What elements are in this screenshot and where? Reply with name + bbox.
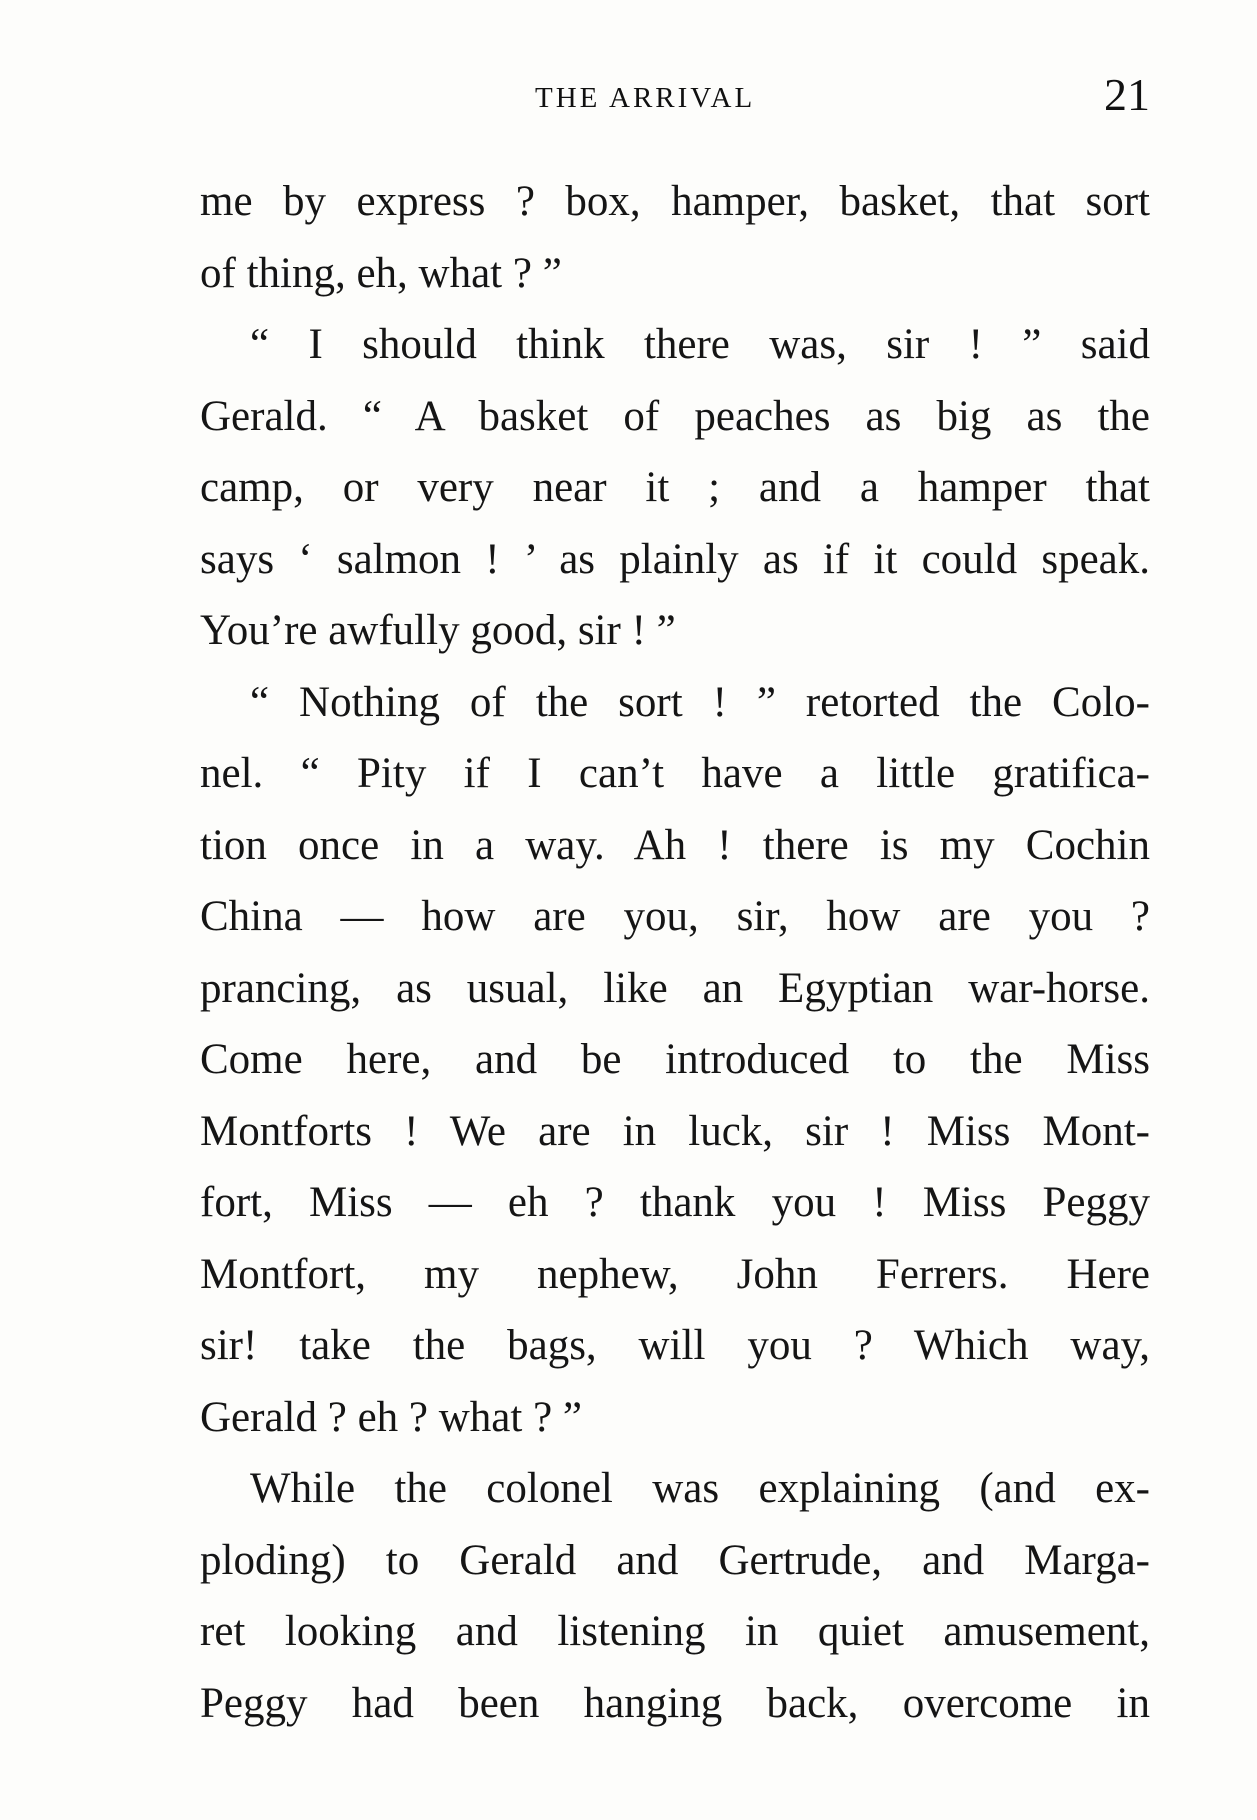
text-line: ploding) to Gerald and Gertrude, and Marga- [200,1536,1150,1584]
text-line: tion once in a way. Ah ! there is my Cochin [200,821,1150,869]
text-line: Gerald. “ A basket of peaches as big as the [200,392,1150,440]
paragraph [200,1453,1150,1739]
text-line: You’re awfully good, sir ! ” [200,607,676,654]
text-line: camp, or very near it ; and a hamper that [200,464,1150,511]
text-line: me by express ? box, hamper, basket, that sort [200,178,1150,225]
text-line: prancing, as usual, like an Egyptian war-horse. [200,964,1150,1012]
text-line: Montfort, my nephew, John Ferrers. Here [200,1250,1150,1298]
paragraph [200,166,1150,309]
text-line: Montforts ! We are in luck, sir ! Miss Mont- [200,1107,1150,1155]
page-header [200,68,1150,128]
page-number: 21 [1104,69,1150,120]
text-line: Peggy had been hanging back, overcome in [200,1679,1150,1727]
text-line: China — how are you, sir, how are you ? [200,893,1150,940]
running-title: THE ARRIVAL [535,82,756,114]
text-line: Come here, and be introduced to the Miss [200,1036,1150,1083]
paragraph [200,309,1150,667]
text-line: ret looking and listening in quiet amusement, [200,1608,1150,1655]
text-line: of thing, eh, what ? ” [200,249,562,297]
text-line: nel. “ Pity if I can’t have a little gratifica- [200,750,1150,797]
text-line: fort, Miss — eh ? thank you ! Miss Peggy [200,1179,1150,1226]
text-line: sir! take the bags, will you ? Which way, [200,1322,1150,1369]
text-line: “ I should think there was, sir ! ” said [250,321,1150,368]
text-line: While the colonel was explaining (and ex- [250,1465,1150,1512]
text-line: says ‘ salmon ! ’ as plainly as if it could speak. [200,535,1150,583]
body-text [200,166,1150,1739]
text-line: “ Nothing of the sort ! ” retorted the Colo- [250,678,1150,726]
paragraph [200,667,1150,1454]
text-line: Gerald ? eh ? what ? ” [200,1393,583,1441]
